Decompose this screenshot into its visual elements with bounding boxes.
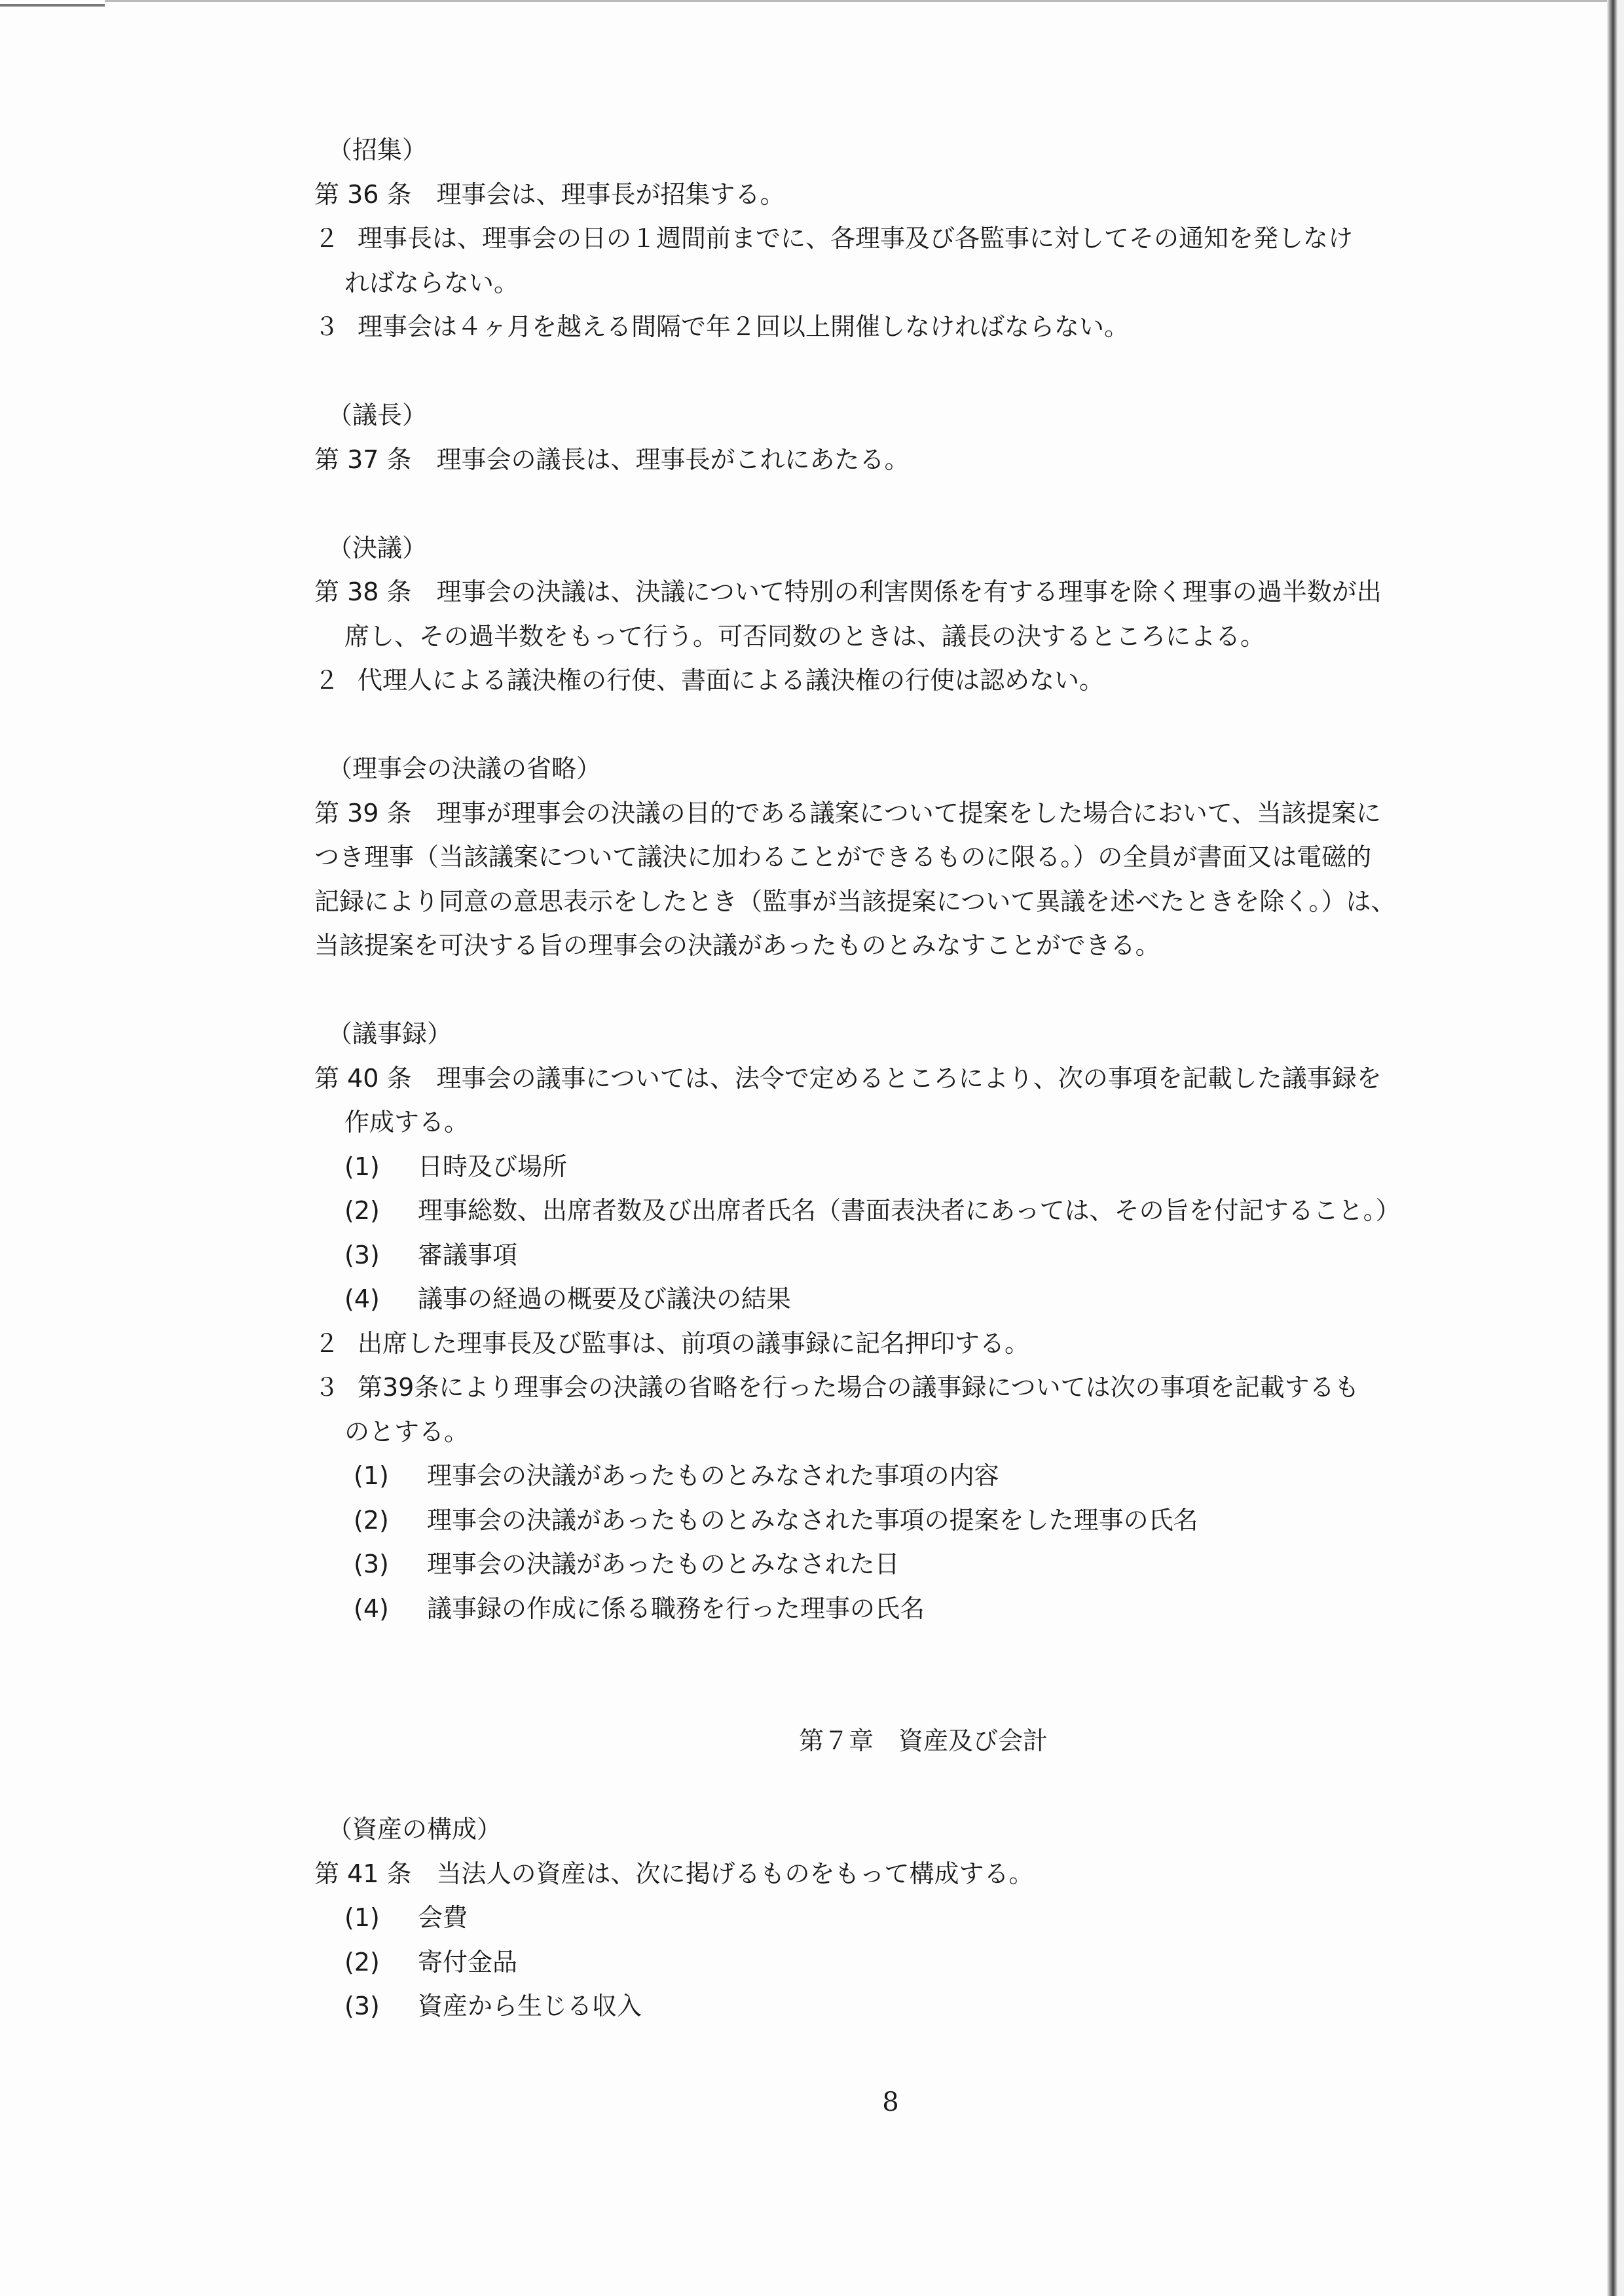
blank-line — [314, 1631, 1532, 1675]
list-item-number: (2) — [344, 1196, 380, 1225]
article-continuation: つき理事（当該議案について議決に加わることができるものに限る。）の全員が書面又は電磁的 — [314, 843, 1372, 871]
list-item-text: 議事の経過の概要及び議決の結果 — [418, 1285, 792, 1313]
list-item-number: (1) — [354, 1461, 389, 1490]
article-line: 第 37 条 理事会の議長は、理事長がこれにあたる。 — [314, 445, 910, 474]
list-item-number: (1) — [344, 1152, 380, 1181]
article-line: 第 38 条 理事会の決議は、決議について特別の利害関係を有する理事を除く理事の過半数が出 — [314, 577, 1382, 606]
blank-line — [314, 1675, 1532, 1720]
scan-edge-top — [105, 0, 1624, 2]
list-item-text: 理事会の決議があったものとみなされた事項の提案をした理事の氏名 — [427, 1505, 1198, 1535]
list-item-text: 理事会の決議があったものとみなされた日 — [427, 1550, 900, 1578]
page-number: 8 — [882, 2087, 899, 2117]
article-line: 第 36 条 理事会は、理事長が招集する。 — [314, 179, 785, 209]
list-item — [314, 1277, 1532, 1322]
clause-continuation: 作成する。 — [344, 1108, 470, 1137]
clause-line — [314, 659, 1532, 703]
article-line: 第 41 条 当法人の資産は、次に掲げるものをもって構成する。 — [314, 1859, 1034, 1888]
list-item — [314, 1233, 1532, 1278]
section-heading: （議長） — [327, 401, 428, 429]
clause-number: ２ — [314, 666, 340, 695]
list-item — [314, 1145, 1532, 1190]
clause-line — [314, 305, 1532, 350]
clause-number: ３ — [314, 1373, 340, 1402]
clause-line — [314, 1322, 1532, 1366]
article-continuation: 記録により同意の意思表示をしたとき（監事が当該提案について異議を述べたときを除く。）は、 — [314, 886, 1396, 916]
list-item — [314, 1189, 1532, 1233]
clause-number: ２ — [314, 1328, 340, 1358]
article-continuation: 当該提案を可決する旨の理事会の決議があったものとみなすことができる。 — [314, 931, 1160, 960]
chapter-title: 第７章 資産及び会計 — [798, 1726, 1048, 1755]
clause-text: 第39条により理事会の決議の省略を行った場合の議事録については次の事項を記載するも — [358, 1373, 1359, 1402]
blank-line — [314, 1764, 1532, 1808]
list-item-text: 会費 — [418, 1903, 468, 1932]
blank-line — [314, 482, 1532, 526]
article-line: 第 39 条 理事が理事会の決議の目的である議案について提案をした場合において、当該提案に — [314, 798, 1381, 828]
list-item-number: (4) — [354, 1594, 389, 1623]
list-item-text: 日時及び場所 — [418, 1152, 568, 1181]
list-item-number: (1) — [344, 1903, 380, 1932]
list-item-text: 議事録の作成に係る職務を行った理事の氏名 — [427, 1594, 925, 1623]
list-item-text: 理事総数、出席者数及び出席者氏名（書面表決者にあっては、その旨を付記すること。） — [418, 1196, 1401, 1225]
list-item — [314, 1984, 1532, 2029]
clause-continuation: のとする。 — [344, 1417, 470, 1446]
clause-text: 代理人による議決権の行使、書面による議決権の行使は認めない。 — [358, 666, 1105, 695]
scan-edge-right-outer — [1617, 0, 1624, 2296]
clause-number: ２ — [314, 224, 340, 253]
section-heading: （招集） — [327, 136, 428, 164]
list-item-number: (3) — [344, 1992, 380, 2020]
section-heading: （理事会の決議の省略） — [327, 754, 602, 783]
document-body — [314, 128, 1532, 2029]
list-item-text: 理事会の決議があったものとみなされた事項の内容 — [427, 1461, 999, 1490]
clause-continuation: ればならない。 — [344, 268, 519, 297]
list-item-number: (3) — [354, 1550, 389, 1578]
clause-text: 理事会は４ヶ月を越える間隔で年２回以上開催しなければならない。 — [358, 312, 1130, 341]
section-heading: （資産の構成） — [327, 1815, 502, 1844]
clause-line — [314, 1366, 1532, 1410]
list-item-number: (2) — [344, 1947, 380, 1977]
clause-text: 理事長は、理事会の日の１週間前までに、各理事及び各監事に対してその通知を発しなけ — [358, 224, 1354, 253]
list-item — [314, 1542, 1532, 1587]
clause-number: ３ — [314, 312, 340, 341]
list-item-text: 資産から生じる収入 — [418, 1992, 642, 2020]
clause-continuation: 席し、その過半数をもって行う。可否同数のときは、議長の決するところによる。 — [344, 621, 1266, 651]
scan-edge-right-shadow — [1607, 0, 1617, 2296]
list-item-number: (2) — [354, 1505, 389, 1535]
clause-text: 出席した理事長及び監事は、前項の議事録に記名押印する。 — [358, 1328, 1030, 1358]
scan-edge-top-left — [0, 4, 105, 7]
list-item-text: 審議事項 — [418, 1240, 518, 1269]
list-item — [314, 1499, 1532, 1543]
list-item — [314, 1587, 1532, 1631]
section-heading: （議事録） — [327, 1019, 452, 1048]
section-heading: （決議） — [327, 533, 428, 562]
blank-line — [314, 968, 1532, 1013]
blank-line — [314, 703, 1532, 748]
list-item-number: (3) — [344, 1240, 380, 1269]
list-item — [314, 1454, 1532, 1499]
article-line: 第 40 条 理事会の議事については、法令で定めるところにより、次の事項を記載した議事録を — [314, 1063, 1382, 1093]
list-item — [314, 1896, 1532, 1941]
list-item — [314, 1941, 1532, 1985]
list-item-text: 寄付金品 — [418, 1947, 518, 1977]
list-item-number: (4) — [344, 1285, 380, 1313]
blank-line — [314, 350, 1532, 394]
clause-line — [314, 217, 1532, 261]
